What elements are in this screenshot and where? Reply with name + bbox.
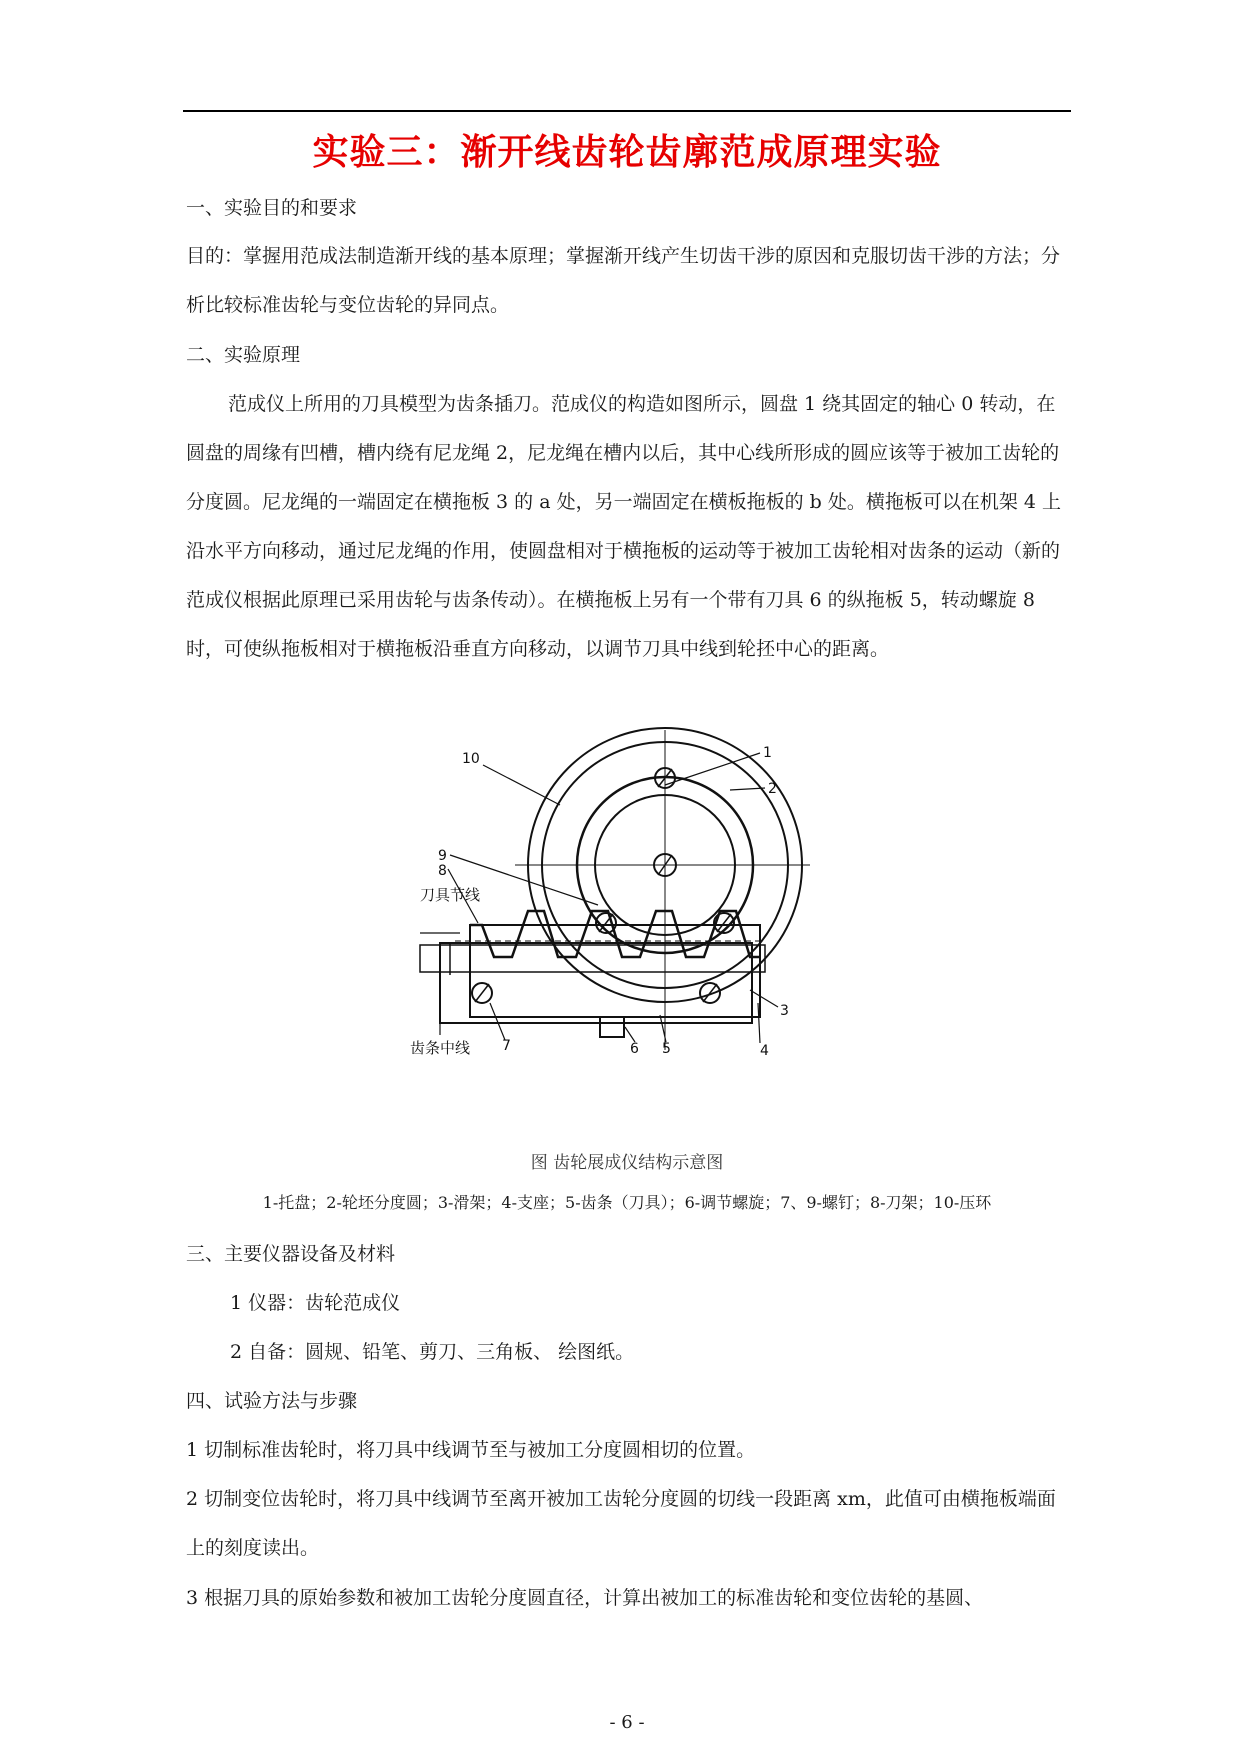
figure-caption: 图 齿轮展成仪结构示意图	[530, 1153, 724, 1173]
section-4-step-2: 2 切制变位齿轮时，将刀具中线调节至离开被加工齿轮分度圆的切线一段距离 xm，此值可由横拖板端面上的刻度读出。	[186, 1488, 1056, 1559]
label-6: 6	[630, 1041, 639, 1057]
label-2: 2	[768, 781, 777, 797]
page-number: - 6 -	[609, 1712, 645, 1733]
gear-generator-diagram	[410, 745, 870, 1125]
label-5: 5	[662, 1041, 671, 1057]
section-4-heading: 四、试验方法与步骤	[186, 1390, 358, 1412]
label-8: 8	[438, 863, 447, 879]
section-4-step-3: 3 根据刀具的原始参数和被加工齿轮分度圆直径，计算出被加工的标准齿轮和变位齿轮的基圆、	[186, 1587, 984, 1609]
section-1-heading: 一、实验目的和要求	[186, 197, 358, 219]
label-3: 3	[780, 1003, 789, 1019]
page-title: 实验三：渐开线齿轮齿廓范成原理实验	[312, 131, 942, 173]
section-3-heading: 三、主要仪器设备及材料	[186, 1243, 396, 1265]
section-2-heading: 二、实验原理	[186, 344, 301, 366]
label-pitch-line: 刀具节线	[420, 886, 481, 904]
label-10: 10	[462, 751, 480, 767]
figure-legend: 1-托盘；2-轮坯分度圆；3-滑架；4-支座；5-齿条（刀具）；6-调节螺旋；7、9-螺钉；8-刀架；10-压环	[262, 1193, 992, 1212]
header-rule	[183, 110, 1071, 112]
label-4: 4	[760, 1043, 769, 1059]
gear-generator-figure	[410, 745, 870, 1125]
label-rack-center: 齿条中线	[410, 1039, 471, 1057]
label-7: 7	[502, 1038, 511, 1054]
section-1-text: 目的：掌握用范成法制造渐开线的基本原理；掌握渐开线产生切齿干涉的原因和克服切齿干涉的方法；分析比较标准齿轮与变位齿轮的异同点。	[186, 245, 1061, 316]
label-1: 1	[763, 745, 772, 761]
label-9: 9	[438, 848, 447, 864]
section-3-item-2: 2 自备：圆规、铅笔、剪刀、三角板、 绘图纸。	[230, 1341, 635, 1363]
section-2-text: 范成仪上所用的刀具模型为齿条插刀。范成仪的构造如图所示，圆盘 1 绕其固定的轴心 0 转动，在圆盘的周缘有凹槽，槽内绕有尼龙绳 2，尼龙绳在槽内以后，其中心线所形成的圆应该等于被加工齿轮的分度圆。尼龙绳的一端固定在横拖板 3 的 a 处，另一端固定在横板拖板的 b 处。横拖板可以在机架 4 上沿水平方向移动，通过尼龙绳的作用，使圆盘相对于横拖板的运动等于被加工齿轮相对齿条的运动（新的范成仪根据此原理已采用齿轮与齿条传动）。在横拖板上另有一个带有刀具 6 的纵拖板 5，转动螺旋 8 时，可使纵拖板相对于横拖板沿垂直方向移动，以调节刀具中线到轮抷中心的距离。	[186, 393, 1061, 660]
section-3-item-1: 1 仪器：齿轮范成仪	[230, 1292, 401, 1314]
section-4-step-1: 1 切制标准齿轮时，将刀具中线调节至与被加工分度圆相切的位置。	[186, 1439, 756, 1461]
